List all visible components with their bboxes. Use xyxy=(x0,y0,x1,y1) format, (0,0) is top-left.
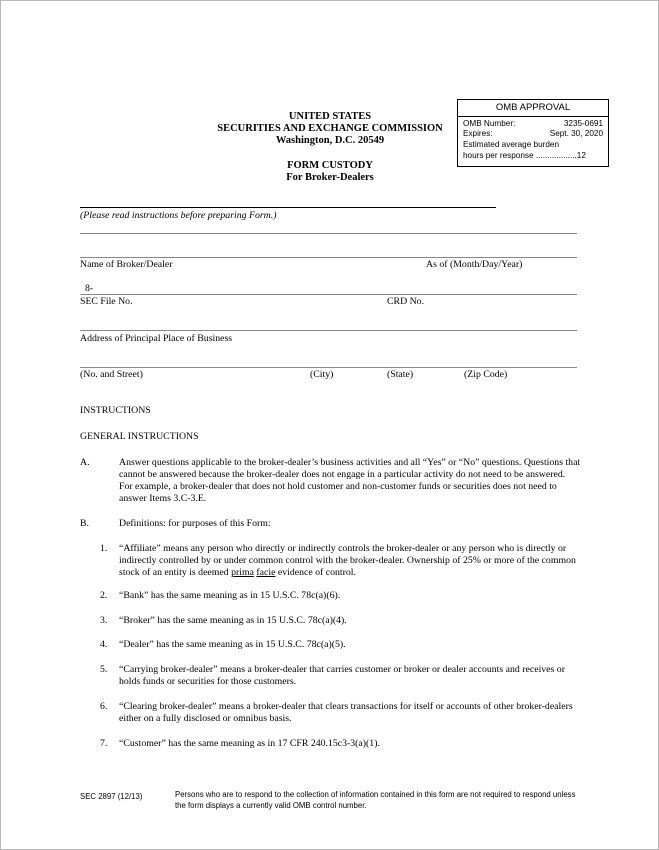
item-a-marker: A. xyxy=(80,457,90,468)
definition-customer: “Customer” has the same meaning as in 17 CFR 240.15c3-3(a)(1). xyxy=(119,738,380,749)
header-line-1: UNITED STATES xyxy=(288,111,372,122)
form-code: SEC 2897 (12/13) xyxy=(80,792,143,801)
definition-clearing-broker-dealer: “Clearing broker-dealer” means a broker-dealer that clears transactions for itself or accounts of other broker-dealers either on a fully disclosed or omnibus basis. xyxy=(119,701,573,724)
definition-bank: “Bank” has the same meaning as in 15 U.S.C. 78c(a)(6). xyxy=(119,590,341,601)
form-subtitle: For Broker-Dealers xyxy=(286,172,374,183)
prima-text: prima xyxy=(231,567,254,578)
broker-name-line[interactable] xyxy=(80,257,577,258)
omb-number-label: OMB Number: xyxy=(463,119,516,128)
definition-dealer: “Dealer” has the same meaning as in 15 U.S.C. 78c(a)(5). xyxy=(119,639,346,650)
address-line[interactable] xyxy=(80,330,577,331)
definition-affiliate-end: evidence of control. xyxy=(275,567,356,578)
street-line[interactable] xyxy=(80,367,577,368)
definition-number: 1. xyxy=(100,543,108,554)
definition-number: 5. xyxy=(100,664,108,675)
omb-number-value: 3235-0691 xyxy=(563,119,603,128)
definition-number: 3. xyxy=(100,615,108,626)
item-a-text: Answer questions applicable to the broker-dealer’s business activities and all “Yes” or “No” questions. Questions that cannot be answered because the broker-dealer does not engage in a particular activity do not need to be answered. For example, a broker-dealer that does not hold customer and non-customer funds or securities does not need to answer Items 3.C-3.E. xyxy=(119,457,581,504)
broker-name-label: Name of Broker/Dealer xyxy=(80,259,173,270)
sec-file-label: SEC File No. xyxy=(80,296,133,307)
definition-number: 2. xyxy=(100,590,108,601)
omb-approval-box xyxy=(457,99,609,167)
omb-expires-row xyxy=(463,129,603,139)
definition-number: 7. xyxy=(100,738,108,749)
agency-header xyxy=(205,111,455,147)
sec-file-prefix: 8- xyxy=(85,283,94,294)
general-instructions-heading: GENERAL INSTRUCTIONS xyxy=(80,431,199,442)
facie-text: facie xyxy=(256,567,276,578)
street-label: (No. and Street) xyxy=(80,369,143,380)
omb-expires-value: Sept. 30, 2020 xyxy=(549,129,603,138)
definition-affiliate-text: “Affiliate” means any person who directly or indirectly controls the broker-dealer or any person who is directly or indirectly controlled by or under common control with the broker-dealer. Ownership of 25% or more of the common stock of an entity is deemed xyxy=(119,543,576,578)
item-b-text: Definitions: for purposes of this Form: xyxy=(119,518,271,529)
omb-burden-line-2: hours per response ..................12 xyxy=(463,151,586,160)
definition-number: 6. xyxy=(100,701,108,712)
item-b-marker: B. xyxy=(80,518,89,529)
address-label: Address of Principal Place of Business xyxy=(80,333,233,344)
read-instructions-note: (Please read instructions before preparing Form.) xyxy=(80,210,277,221)
header-line-3: Washington, D.C. 20549 xyxy=(275,135,385,146)
omb-number-row xyxy=(463,119,603,129)
rule-under-note xyxy=(80,233,577,234)
zip-label: (Zip Code) xyxy=(464,369,508,380)
omb-expires-label: Expires: xyxy=(463,129,493,138)
definition-broker: “Broker” has the same meaning as in 15 U.S.C. 78c(a)(4). xyxy=(119,615,347,626)
city-label: (City) xyxy=(310,369,334,380)
top-rule xyxy=(80,207,496,208)
crd-label: CRD No. xyxy=(387,296,425,307)
definition-number: 4. xyxy=(100,639,108,650)
definition-carrying-broker-dealer: “Carrying broker-dealer” means a broker-dealer that carries customer or broker or dealer accounts and receives or holds funds or securities for those customers. xyxy=(119,664,565,687)
omb-title: OMB APPROVAL xyxy=(458,100,608,117)
sec-file-line[interactable] xyxy=(80,294,577,295)
state-label: (State) xyxy=(387,369,414,380)
form-title: FORM CUSTODY xyxy=(287,160,373,171)
header-line-2: SECURITIES AND EXCHANGE COMMISSION xyxy=(217,123,443,134)
omb-burden-line-1: Estimated average burden xyxy=(463,140,560,149)
definition-affiliate xyxy=(119,543,581,579)
as-of-date-label: As of (Month/Day/Year) xyxy=(426,259,523,270)
form-title-block xyxy=(205,160,455,184)
omb-notice: Persons who are to respond to the collection of information contained in this form are not required to respond unless the form displays a currently valid OMB control number. xyxy=(175,790,576,810)
instructions-heading: INSTRUCTIONS xyxy=(80,405,151,416)
